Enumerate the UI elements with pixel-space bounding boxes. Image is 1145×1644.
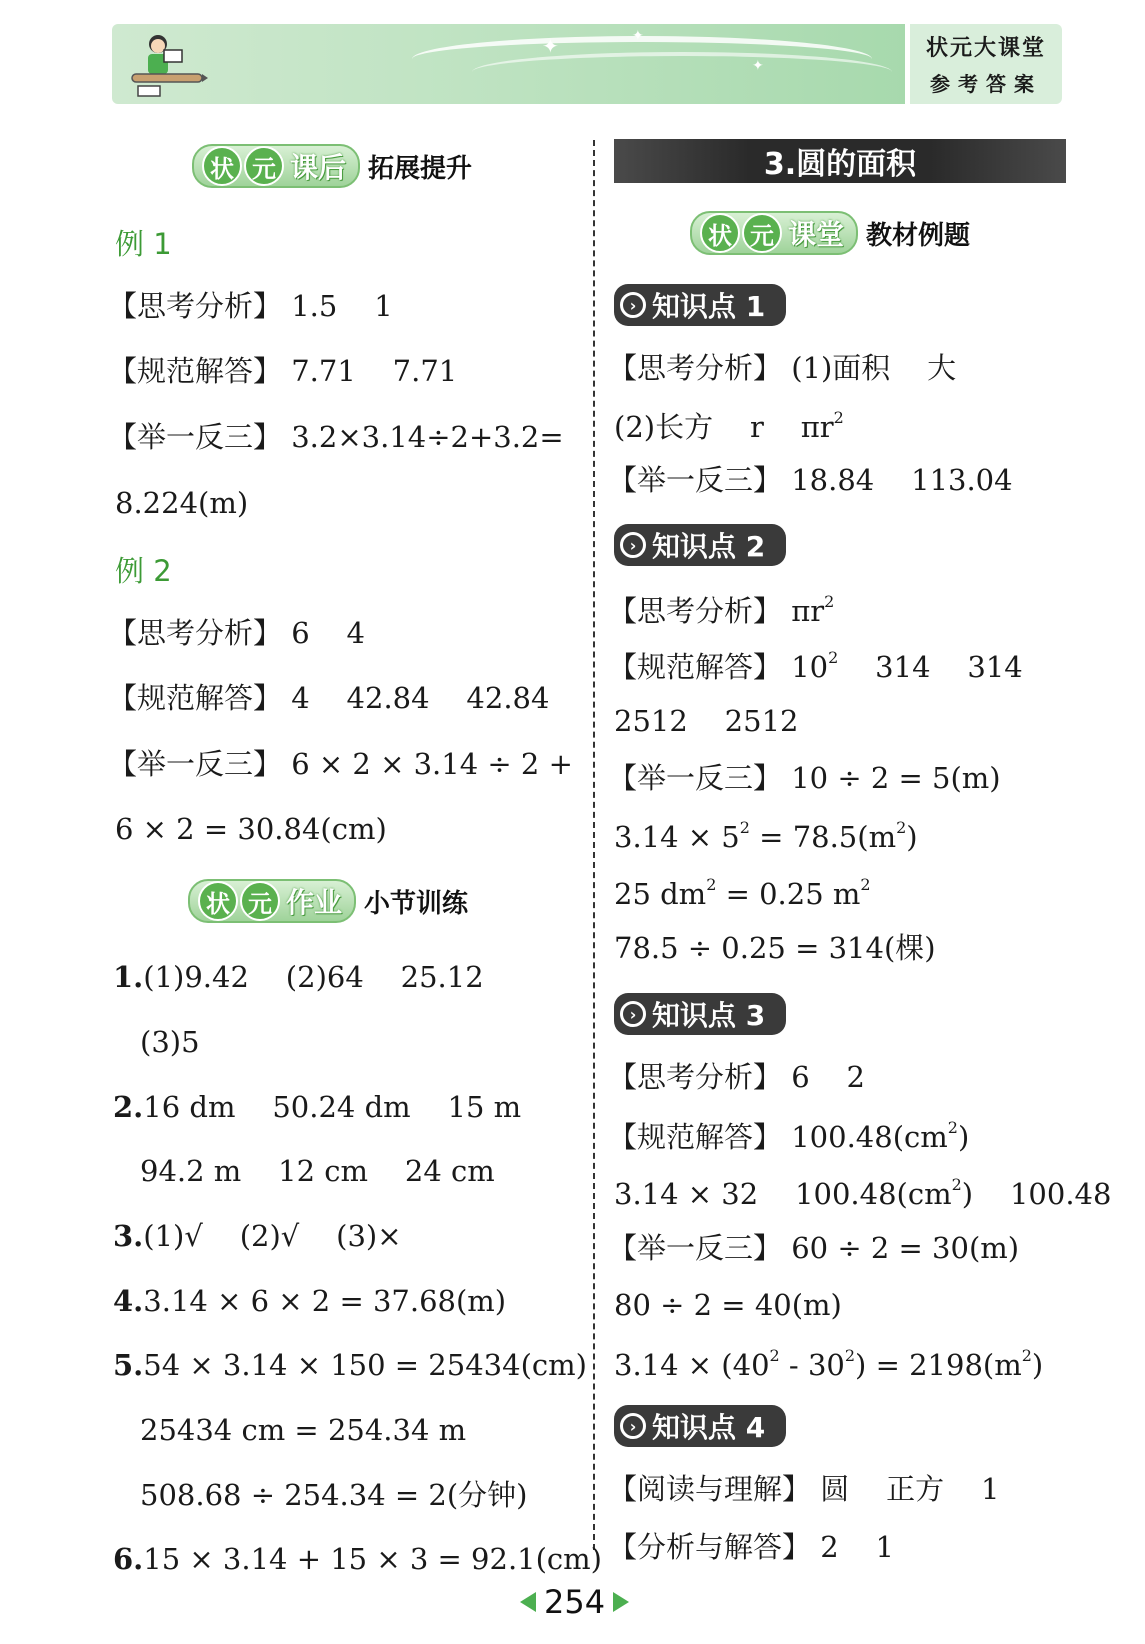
section-subtitle: 教材例题	[866, 220, 971, 251]
lesson-title: 3.圆的面积	[614, 139, 1066, 183]
banner-wave	[472, 52, 892, 92]
answer-line: 【举一反三】 10 ÷ 2 = 5(m)	[608, 761, 1001, 795]
brand-subtitle: 参考答案	[930, 72, 1042, 96]
column-divider	[593, 140, 595, 1550]
answer-line: $3.14 \times (40^2 - 30^2) = 2198(m^2)$	[614, 1346, 1044, 1382]
answer-line: 【规范解答】 $100.48(cm^2)$	[608, 1118, 970, 1154]
homework-line: 2.16 dm 50.24 dm 15 m	[113, 1090, 522, 1124]
pill-circle: 元	[244, 146, 284, 186]
answer-line: 3.14 × 32 $100.48(cm^2)$ 100.48	[614, 1175, 1112, 1211]
star-icon: ✦	[752, 58, 764, 74]
homework-line: (3)5	[140, 1025, 200, 1059]
answer-line: 【举一反三】 60 ÷ 2 = 30(m)	[608, 1231, 1020, 1265]
pill-circle: 状	[202, 146, 242, 186]
answer-line: 【思考分析】 6 2	[608, 1060, 865, 1094]
next-arrow-icon	[613, 1592, 629, 1612]
knowledge-point-tag: › 知识点 1	[614, 284, 786, 326]
answer-line: 【举一反三】 18.84 113.04	[608, 463, 1013, 497]
arrow-circle-icon: ›	[620, 1001, 646, 1027]
homework-line: 3.(1)√ (2)√ (3)×	[113, 1219, 402, 1253]
answer-line: 【分析与解答】 2 1	[608, 1530, 894, 1564]
pill-circle: 元	[240, 881, 280, 921]
arrow-circle-icon: ›	[620, 292, 646, 318]
answer-line: 25 $dm^2 = 0.25$ $m^2$	[614, 875, 871, 911]
homework-line: 5.54 × 3.14 × 150 = 25434(cm)	[113, 1348, 587, 1382]
section-pill	[192, 144, 360, 188]
answer-line: 6 × 2 = 30.84(cm)	[115, 812, 387, 846]
pill-circle: 元	[742, 213, 782, 253]
answer-line: 【思考分析】 $\pi r^2$	[608, 592, 835, 628]
brand-title: 状元大课堂	[925, 36, 1046, 61]
pill-circle: 状	[198, 881, 238, 921]
arrow-circle-icon: ›	[620, 1413, 646, 1439]
arrow-circle-icon: ›	[620, 532, 646, 558]
pill-word: 课后	[290, 151, 347, 184]
star-icon: ✦	[632, 28, 644, 44]
homework-line: 4.3.14 × 6 × 2 = 37.68(m)	[113, 1284, 507, 1318]
section-subtitle: 拓展提升	[368, 153, 473, 184]
answer-line: 【思考分析】 1.5 1	[108, 289, 393, 323]
mascot-reading-icon	[128, 30, 208, 100]
example-label: 例 1	[115, 227, 172, 261]
homework-line: 6.15 × 3.14 + 15 × 3 = 92.1(cm)	[113, 1542, 602, 1576]
section-subtitle: 小节训练	[364, 888, 469, 919]
answer-line: 2512 2512	[614, 704, 799, 738]
section-pill	[690, 211, 858, 255]
answer-line: 【思考分析】 (1)面积 大	[608, 351, 957, 385]
homework-line: 1.(1)9.42 (2)64 25.12	[113, 960, 484, 994]
answer-line: 【举一反三】 6 × 2 × 3.14 ÷ 2 +	[108, 747, 573, 781]
answer-line: 【规范解答】 $10^2$ 314 314	[608, 648, 1023, 684]
section-header-homework	[188, 878, 468, 924]
answer-line: 【阅读与理解】 圆 正方 1	[608, 1472, 1000, 1506]
section-header-classroom	[690, 210, 970, 256]
homework-line: 94.2 m 12 cm 24 cm	[140, 1154, 495, 1188]
homework-line: 25434 cm = 254.34 m	[140, 1413, 467, 1447]
pill-word: 课堂	[788, 218, 845, 251]
header-banner	[112, 24, 905, 104]
answer-line: (2)长方 r $\pi r^2$	[614, 408, 844, 444]
homework-line: 508.68 ÷ 254.34 = 2(分钟)	[140, 1478, 528, 1512]
answer-line: 8.224(m)	[115, 486, 249, 520]
answer-line: 78.5 ÷ 0.25 = 314(棵)	[614, 931, 936, 965]
section-header-extension	[192, 143, 472, 189]
pill-word: 作业	[286, 886, 343, 919]
answer-line: 【举一反三】 3.2×3.14÷2+3.2=	[108, 420, 564, 454]
knowledge-point-tag: › 知识点 3	[614, 993, 786, 1035]
pill-circle: 状	[700, 213, 740, 253]
answer-line: 【规范解答】 7.71 7.71	[108, 354, 458, 388]
section-pill	[188, 879, 356, 923]
star-icon: ✦	[542, 34, 559, 58]
answer-line: 【规范解答】 4 42.84 42.84	[108, 681, 550, 715]
answer-line: 【思考分析】 6 4	[108, 616, 365, 650]
page-number: 254	[544, 1583, 606, 1621]
prev-arrow-icon	[520, 1592, 536, 1612]
example-label: 例 2	[115, 554, 172, 588]
page-footer	[520, 1580, 629, 1624]
brand-box	[910, 24, 1062, 104]
knowledge-point-tag: › 知识点 4	[614, 1405, 786, 1447]
knowledge-point-tag: › 知识点 2	[614, 524, 786, 566]
answer-line: 80 ÷ 2 = 40(m)	[614, 1288, 842, 1322]
answer-line: $3.14 \times 5^2 = 78.5(m^2)$	[614, 818, 918, 854]
